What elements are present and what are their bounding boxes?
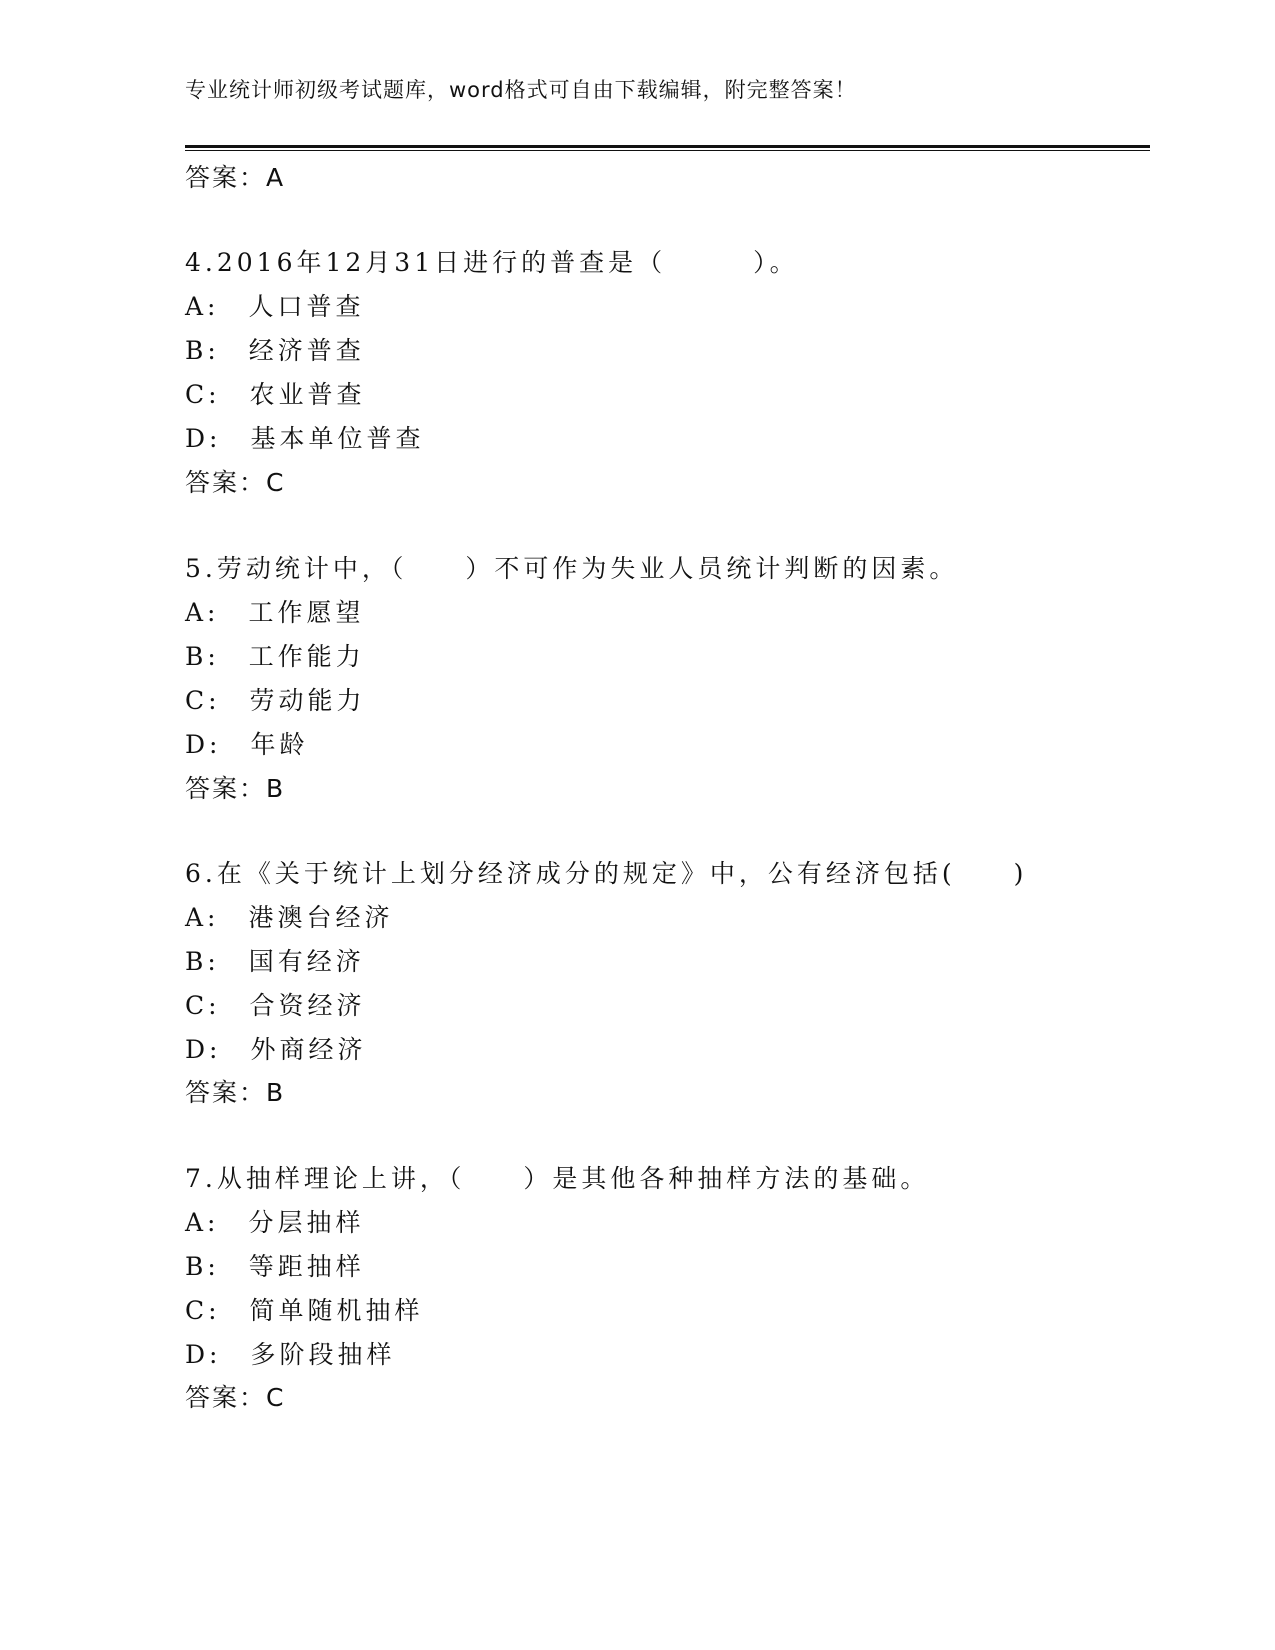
- question-7-answer: 答案：C: [185, 1383, 286, 1412]
- question-5-option-d: D: 年龄: [185, 730, 309, 759]
- question-5-stem: 5.劳动统计中，（ ）不可作为失业人员统计判断的因素。: [185, 554, 959, 583]
- question-7-option-d: D: 多阶段抽样: [185, 1340, 396, 1369]
- question-7-option-c: C: 简单随机抽样: [185, 1296, 424, 1325]
- question-6-option-d: D: 外商经济: [185, 1035, 367, 1064]
- question-4-answer: 答案：C: [185, 468, 286, 497]
- question-4-option-d: D: 基本单位普查: [185, 424, 425, 453]
- header-rule: [185, 145, 1150, 151]
- question-4-stem: 4.2016年12月31日进行的普查是（ ）。: [185, 248, 799, 277]
- question-5-option-c: C: 劳动能力: [185, 686, 366, 715]
- previous-answer: 答案：A: [185, 163, 286, 192]
- question-6-answer: 答案：B: [185, 1078, 286, 1107]
- question-5-option-b: B: 工作能力: [185, 642, 365, 671]
- question-6-option-c: C: 合资经济: [185, 991, 366, 1020]
- question-6-stem: 6.在《关于统计上划分经济成分的规定》中，公有经济包括( ): [185, 859, 1028, 888]
- question-4-option-b: B: 经济普查: [185, 336, 365, 365]
- question-6-option-b: B: 国有经济: [185, 947, 365, 976]
- question-5-answer: 答案：B: [185, 774, 286, 803]
- page-header: 专业统计师初级考试题库，word格式可自由下载编辑，附完整答案！: [185, 78, 857, 102]
- question-4-option-a: A: 人口普查: [185, 292, 365, 321]
- question-7-stem: 7.从抽样理论上讲，（ ）是其他各种抽样方法的基础。: [185, 1164, 930, 1193]
- question-7-option-a: A: 分层抽样: [185, 1208, 365, 1237]
- question-6-option-a: A: 港澳台经济: [185, 903, 394, 932]
- question-5-option-a: A: 工作愿望: [185, 598, 365, 627]
- question-4-option-c: C: 农业普查: [185, 380, 366, 409]
- question-7-option-b: B: 等距抽样: [185, 1252, 365, 1281]
